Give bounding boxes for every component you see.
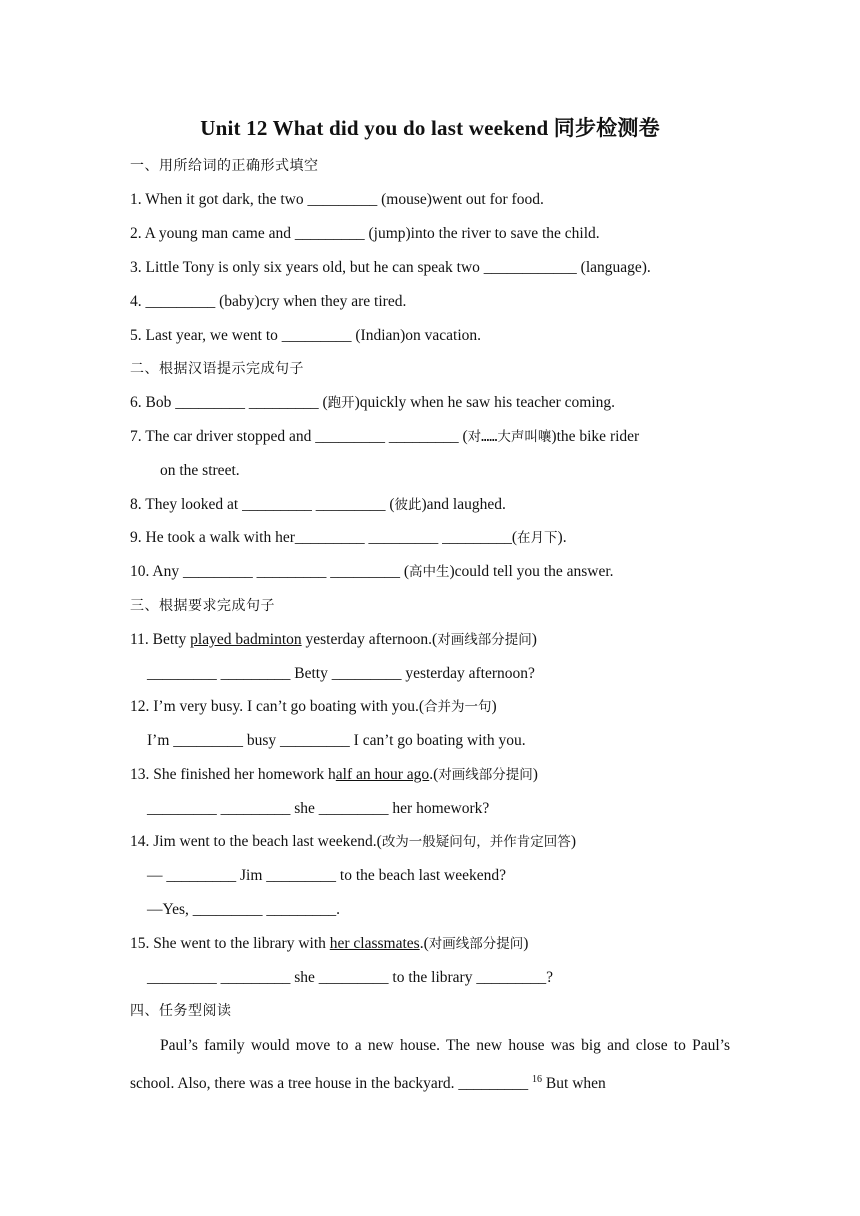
section-4-heading: 四、任务型阅读 (130, 1003, 232, 1019)
question-8 (130, 494, 506, 516)
question-15-text: 15. She went to the library with (130, 935, 330, 952)
section-3-heading: 三、根据要求完成句子 (130, 598, 275, 614)
question-15-text-end: ) (523, 935, 529, 952)
question-9-text: 9. He took a walk with her_________ _________ _________( (130, 529, 518, 546)
question-6-text: 6. Bob _________ _________ ( (130, 394, 328, 411)
question-7-hint: 对……大声叫嚷 (467, 429, 552, 445)
question-11 (130, 629, 537, 651)
reading-paragraph-end: But when (542, 1075, 606, 1093)
question-11-underlined: played badminton (190, 631, 302, 648)
question-14 (130, 831, 576, 853)
question-12-answer-line: I’m _________ busy _________ I can’t go boating with you. (147, 732, 526, 749)
question-10-hint: 高中生 (409, 564, 450, 580)
question-15-answer-line: _________ _________ she _________ to the library _________? (147, 969, 553, 986)
question-13-answer-line: _________ _________ she _________ her homework? (147, 800, 490, 817)
question-6-hint: 跑开 (327, 395, 355, 411)
question-8-text: 8. They looked at _________ _________ ( (130, 496, 395, 513)
question-7-continued: on the street. (160, 462, 240, 479)
question-9-text-end: ). (557, 529, 567, 546)
page-title: Unit 12 What did you do last weekend 同步检测卷 (200, 116, 660, 140)
question-14-answer-line-1: — _________ Jim _________ to the beach last weekend? (147, 867, 507, 884)
reading-paragraph-text: Paul’s family would move to a new house. The new house was big and close to Paul’s school. Also, there was a tree house in the backyard. _________ (130, 1037, 730, 1093)
question-13-hint: 对画线部分提问 (438, 767, 533, 783)
question-11-answer-line: _________ _________ Betty _________ yesterday afternoon? (147, 665, 535, 682)
question-12-hint: 合并为一句 (424, 699, 492, 715)
question-14-answer-line-2: —Yes, _________ _________. (147, 901, 341, 918)
question-11-text-mid: yesterday afternoon.( (301, 631, 438, 648)
question-13-underlined: alf an hour ago (335, 766, 430, 783)
question-11-text-end: ) (531, 631, 537, 648)
question-15-hint: 对画线部分提问 (428, 936, 524, 952)
question-9 (130, 527, 567, 549)
question-6-text-end: )quickly when he saw his teacher coming. (354, 394, 616, 411)
question-5: 5. Last year, we went to _________ (Indian)on vacation. (130, 327, 482, 344)
question-13-text: 13. She finished her homework h (130, 766, 336, 783)
question-8-hint: 彼此 (394, 497, 422, 513)
question-14-hint: 改为一般疑问句，并作肯定回答 (381, 834, 571, 850)
question-9-hint: 在月下 (517, 530, 558, 546)
question-15-text-mid: .( (419, 935, 429, 952)
question-12-text: 12. I’m very busy. I can’t go boating with you.( (130, 698, 425, 715)
blank-number-16: 16 (532, 1074, 543, 1085)
question-8-text-end: )and laughed. (421, 496, 506, 513)
question-1: 1. When it got dark, the two _________ (mouse)went out for food. (130, 191, 544, 208)
question-11-hint: 对画线部分提问 (437, 632, 532, 648)
question-13 (130, 764, 538, 786)
question-13-text-mid: .( (429, 766, 439, 783)
question-2: 2. A young man came and _________ (jump)into the river to save the child. (130, 225, 600, 242)
reading-paragraph (130, 1029, 730, 1101)
question-7 (130, 426, 639, 448)
question-10-text-end: )could tell you the answer. (449, 563, 614, 580)
question-12 (130, 696, 497, 718)
question-13-text-end: ) (532, 766, 538, 783)
question-11-text: 11. Betty (130, 631, 191, 648)
section-1-heading: 一、用所给词的正确形式填空 (130, 158, 319, 174)
section-2-heading: 二、根据汉语提示完成句子 (130, 361, 304, 377)
question-7-text-end: )the bike rider (551, 428, 640, 445)
question-3: 3. Little Tony is only six years old, but he can speak two ____________ (language). (130, 259, 651, 276)
question-4: 4. _________ (baby)cry when they are tired. (130, 293, 407, 310)
question-14-text: 14. Jim went to the beach last weekend.( (130, 833, 382, 850)
question-14-text-end: ) (570, 833, 576, 850)
question-7-text: 7. The car driver stopped and _________ _________ ( (130, 428, 468, 445)
question-15 (130, 933, 528, 955)
question-15-underlined: her classmates (329, 935, 420, 952)
question-12-text-end: ) (491, 698, 497, 715)
question-10 (130, 561, 614, 583)
question-6 (130, 392, 615, 414)
question-10-text: 10. Any _________ _________ _________ ( (130, 563, 409, 580)
